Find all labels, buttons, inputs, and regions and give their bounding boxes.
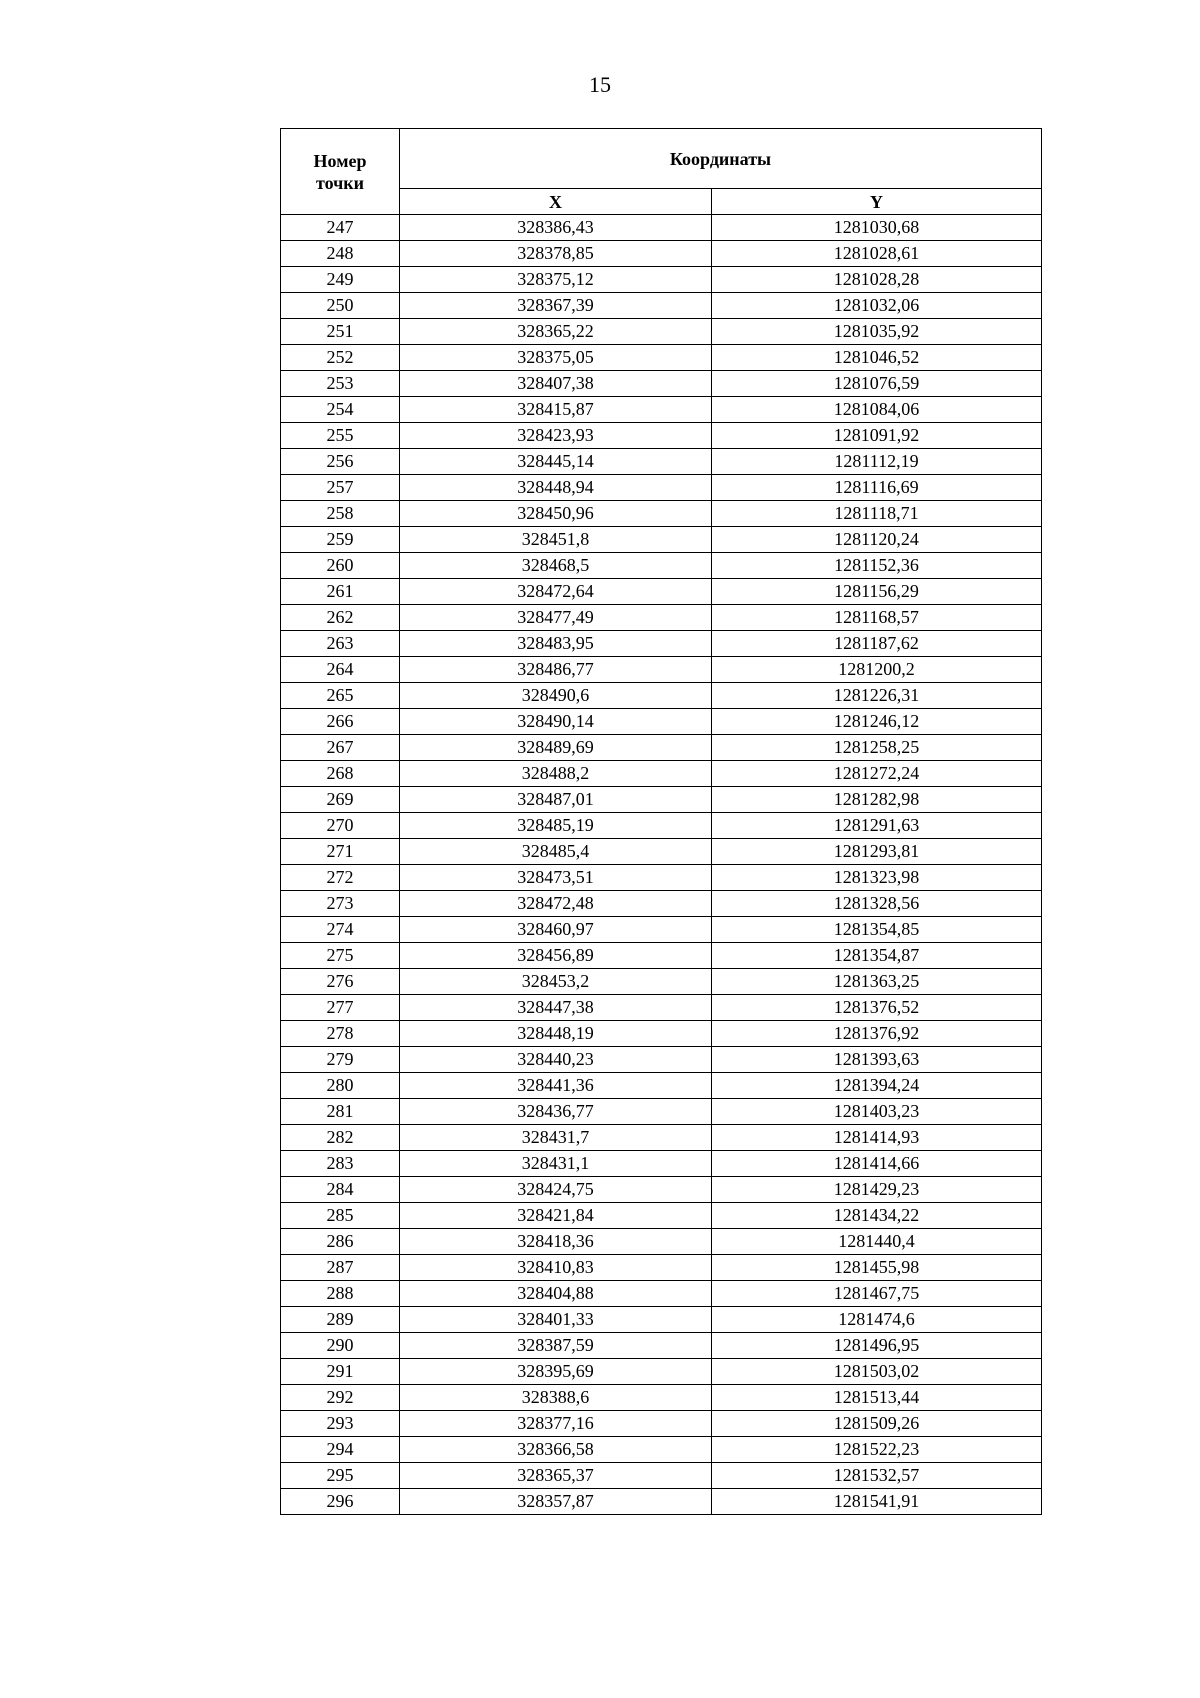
cell-point-number: 252 <box>281 345 400 371</box>
cell-x: 328395,69 <box>400 1359 712 1385</box>
table-row <box>281 397 1042 423</box>
cell-y: 1281414,93 <box>712 1125 1042 1151</box>
table-row <box>281 761 1042 787</box>
cell-point-number: 276 <box>281 969 400 995</box>
cell-y: 1281354,85 <box>712 917 1042 943</box>
table-row <box>281 683 1042 709</box>
table-row <box>281 1229 1042 1255</box>
cell-x: 328451,8 <box>400 527 712 553</box>
cell-y: 1281291,63 <box>712 813 1042 839</box>
table-row <box>281 1203 1042 1229</box>
table-row <box>281 1099 1042 1125</box>
cell-point-number: 281 <box>281 1099 400 1125</box>
cell-point-number: 256 <box>281 449 400 475</box>
header-point-number: Номер точки <box>281 129 400 215</box>
cell-y: 1281455,98 <box>712 1255 1042 1281</box>
cell-x: 328487,01 <box>400 787 712 813</box>
cell-point-number: 282 <box>281 1125 400 1151</box>
cell-x: 328445,14 <box>400 449 712 475</box>
cell-x: 328401,33 <box>400 1307 712 1333</box>
cell-point-number: 278 <box>281 1021 400 1047</box>
cell-point-number: 262 <box>281 605 400 631</box>
cell-y: 1281152,36 <box>712 553 1042 579</box>
cell-y: 1281168,57 <box>712 605 1042 631</box>
cell-y: 1281393,63 <box>712 1047 1042 1073</box>
cell-x: 328421,84 <box>400 1203 712 1229</box>
cell-y: 1281030,68 <box>712 215 1042 241</box>
cell-y: 1281282,98 <box>712 787 1042 813</box>
cell-y: 1281376,92 <box>712 1021 1042 1047</box>
table-row <box>281 839 1042 865</box>
table-row <box>281 631 1042 657</box>
cell-x: 328424,75 <box>400 1177 712 1203</box>
cell-y: 1281414,66 <box>712 1151 1042 1177</box>
cell-y: 1281403,23 <box>712 1099 1042 1125</box>
cell-point-number: 249 <box>281 267 400 293</box>
cell-x: 328477,49 <box>400 605 712 631</box>
cell-y: 1281118,71 <box>712 501 1042 527</box>
table-row <box>281 553 1042 579</box>
cell-x: 328431,1 <box>400 1151 712 1177</box>
cell-x: 328407,38 <box>400 371 712 397</box>
cell-x: 328365,37 <box>400 1463 712 1489</box>
cell-x: 328483,95 <box>400 631 712 657</box>
cell-x: 328453,2 <box>400 969 712 995</box>
cell-point-number: 274 <box>281 917 400 943</box>
cell-x: 328448,19 <box>400 1021 712 1047</box>
cell-point-number: 291 <box>281 1359 400 1385</box>
cell-y: 1281503,02 <box>712 1359 1042 1385</box>
cell-x: 328388,6 <box>400 1385 712 1411</box>
cell-x: 328366,58 <box>400 1437 712 1463</box>
cell-point-number: 289 <box>281 1307 400 1333</box>
table-row <box>281 1437 1042 1463</box>
cell-y: 1281522,23 <box>712 1437 1042 1463</box>
cell-point-number: 285 <box>281 1203 400 1229</box>
cell-point-number: 247 <box>281 215 400 241</box>
cell-point-number: 277 <box>281 995 400 1021</box>
cell-y: 1281156,29 <box>712 579 1042 605</box>
cell-x: 328490,14 <box>400 709 712 735</box>
cell-point-number: 253 <box>281 371 400 397</box>
table-row <box>281 345 1042 371</box>
cell-point-number: 290 <box>281 1333 400 1359</box>
table-row <box>281 709 1042 735</box>
cell-point-number: 279 <box>281 1047 400 1073</box>
cell-x: 328488,2 <box>400 761 712 787</box>
cell-x: 328415,87 <box>400 397 712 423</box>
cell-point-number: 265 <box>281 683 400 709</box>
cell-x: 328485,4 <box>400 839 712 865</box>
cell-y: 1281046,52 <box>712 345 1042 371</box>
cell-y: 1281532,57 <box>712 1463 1042 1489</box>
table-row <box>281 293 1042 319</box>
cell-point-number: 260 <box>281 553 400 579</box>
cell-point-number: 283 <box>281 1151 400 1177</box>
table-row <box>281 995 1042 1021</box>
cell-x: 328450,96 <box>400 501 712 527</box>
cell-x: 328365,22 <box>400 319 712 345</box>
table-row <box>281 1281 1042 1307</box>
table-row <box>281 735 1042 761</box>
cell-point-number: 273 <box>281 891 400 917</box>
table-row <box>281 1489 1042 1515</box>
cell-y: 1281496,95 <box>712 1333 1042 1359</box>
cell-point-number: 288 <box>281 1281 400 1307</box>
cell-point-number: 251 <box>281 319 400 345</box>
cell-x: 328378,85 <box>400 241 712 267</box>
cell-y: 1281028,28 <box>712 267 1042 293</box>
cell-y: 1281376,52 <box>712 995 1042 1021</box>
coordinates-table <box>280 128 1042 1515</box>
cell-y: 1281394,24 <box>712 1073 1042 1099</box>
table-row <box>281 891 1042 917</box>
cell-point-number: 259 <box>281 527 400 553</box>
table-row <box>281 527 1042 553</box>
cell-y: 1281323,98 <box>712 865 1042 891</box>
table-row <box>281 579 1042 605</box>
table-row <box>281 423 1042 449</box>
cell-point-number: 287 <box>281 1255 400 1281</box>
cell-y: 1281328,56 <box>712 891 1042 917</box>
table-row <box>281 1151 1042 1177</box>
cell-y: 1281440,4 <box>712 1229 1042 1255</box>
table-row <box>281 943 1042 969</box>
cell-y: 1281076,59 <box>712 371 1042 397</box>
table-row <box>281 657 1042 683</box>
cell-x: 328440,23 <box>400 1047 712 1073</box>
cell-point-number: 270 <box>281 813 400 839</box>
cell-x: 328460,97 <box>400 917 712 943</box>
table-row <box>281 1021 1042 1047</box>
cell-point-number: 293 <box>281 1411 400 1437</box>
cell-x: 328418,36 <box>400 1229 712 1255</box>
table-row <box>281 475 1042 501</box>
table-row <box>281 1177 1042 1203</box>
table-row <box>281 215 1042 241</box>
table-row <box>281 371 1042 397</box>
table-row <box>281 1463 1042 1489</box>
table-header <box>281 129 1042 215</box>
table-row <box>281 1385 1042 1411</box>
table-row <box>281 319 1042 345</box>
cell-point-number: 280 <box>281 1073 400 1099</box>
cell-point-number: 248 <box>281 241 400 267</box>
cell-x: 328468,5 <box>400 553 712 579</box>
cell-y: 1281429,23 <box>712 1177 1042 1203</box>
cell-x: 328485,19 <box>400 813 712 839</box>
cell-y: 1281272,24 <box>712 761 1042 787</box>
cell-x: 328490,6 <box>400 683 712 709</box>
cell-y: 1281120,24 <box>712 527 1042 553</box>
cell-x: 328472,48 <box>400 891 712 917</box>
cell-point-number: 257 <box>281 475 400 501</box>
cell-x: 328431,7 <box>400 1125 712 1151</box>
cell-y: 1281354,87 <box>712 943 1042 969</box>
cell-x: 328472,64 <box>400 579 712 605</box>
cell-y: 1281541,91 <box>712 1489 1042 1515</box>
cell-point-number: 267 <box>281 735 400 761</box>
cell-y: 1281363,25 <box>712 969 1042 995</box>
cell-x: 328375,12 <box>400 267 712 293</box>
cell-x: 328404,88 <box>400 1281 712 1307</box>
cell-point-number: 275 <box>281 943 400 969</box>
cell-point-number: 258 <box>281 501 400 527</box>
header-coordinates: Координаты <box>400 129 1042 189</box>
cell-y: 1281226,31 <box>712 683 1042 709</box>
header-x: X <box>400 189 712 215</box>
cell-x: 328448,94 <box>400 475 712 501</box>
cell-point-number: 261 <box>281 579 400 605</box>
table-row <box>281 865 1042 891</box>
table-row <box>281 449 1042 475</box>
cell-y: 1281246,12 <box>712 709 1042 735</box>
table-row <box>281 1073 1042 1099</box>
cell-y: 1281474,6 <box>712 1307 1042 1333</box>
cell-point-number: 296 <box>281 1489 400 1515</box>
table-row <box>281 241 1042 267</box>
cell-x: 328441,36 <box>400 1073 712 1099</box>
cell-y: 1281467,75 <box>712 1281 1042 1307</box>
cell-y: 1281200,2 <box>712 657 1042 683</box>
cell-y: 1281032,06 <box>712 293 1042 319</box>
cell-point-number: 254 <box>281 397 400 423</box>
table-row <box>281 969 1042 995</box>
table-row <box>281 1333 1042 1359</box>
cell-point-number: 250 <box>281 293 400 319</box>
cell-y: 1281028,61 <box>712 241 1042 267</box>
cell-point-number: 271 <box>281 839 400 865</box>
cell-x: 328489,69 <box>400 735 712 761</box>
table-row <box>281 813 1042 839</box>
cell-point-number: 294 <box>281 1437 400 1463</box>
table-row <box>281 1411 1042 1437</box>
cell-point-number: 292 <box>281 1385 400 1411</box>
table-row <box>281 1307 1042 1333</box>
cell-x: 328473,51 <box>400 865 712 891</box>
cell-point-number: 264 <box>281 657 400 683</box>
cell-y: 1281434,22 <box>712 1203 1042 1229</box>
cell-y: 1281513,44 <box>712 1385 1042 1411</box>
cell-point-number: 269 <box>281 787 400 813</box>
cell-point-number: 295 <box>281 1463 400 1489</box>
cell-point-number: 268 <box>281 761 400 787</box>
cell-point-number: 255 <box>281 423 400 449</box>
cell-x: 328377,16 <box>400 1411 712 1437</box>
table-row <box>281 1359 1042 1385</box>
table-body <box>281 215 1042 1515</box>
table-row <box>281 267 1042 293</box>
cell-x: 328447,38 <box>400 995 712 1021</box>
cell-x: 328436,77 <box>400 1099 712 1125</box>
table-row <box>281 917 1042 943</box>
cell-point-number: 272 <box>281 865 400 891</box>
cell-x: 328486,77 <box>400 657 712 683</box>
table-row <box>281 787 1042 813</box>
cell-x: 328423,93 <box>400 423 712 449</box>
table-row <box>281 1125 1042 1151</box>
page-number: 15 <box>589 72 611 97</box>
cell-y: 1281091,92 <box>712 423 1042 449</box>
cell-y: 1281112,19 <box>712 449 1042 475</box>
cell-x: 328375,05 <box>400 345 712 371</box>
cell-y: 1281035,92 <box>712 319 1042 345</box>
table-row <box>281 501 1042 527</box>
cell-point-number: 286 <box>281 1229 400 1255</box>
cell-x: 328386,43 <box>400 215 712 241</box>
cell-y: 1281258,25 <box>712 735 1042 761</box>
cell-y: 1281187,62 <box>712 631 1042 657</box>
cell-y: 1281084,06 <box>712 397 1042 423</box>
cell-x: 328357,87 <box>400 1489 712 1515</box>
header-y: Y <box>712 189 1042 215</box>
cell-point-number: 284 <box>281 1177 400 1203</box>
cell-y: 1281116,69 <box>712 475 1042 501</box>
cell-point-number: 266 <box>281 709 400 735</box>
cell-y: 1281293,81 <box>712 839 1042 865</box>
cell-x: 328456,89 <box>400 943 712 969</box>
table-row <box>281 605 1042 631</box>
table-row <box>281 1047 1042 1073</box>
cell-y: 1281509,26 <box>712 1411 1042 1437</box>
cell-point-number: 263 <box>281 631 400 657</box>
cell-x: 328367,39 <box>400 293 712 319</box>
cell-x: 328410,83 <box>400 1255 712 1281</box>
table-row <box>281 1255 1042 1281</box>
cell-x: 328387,59 <box>400 1333 712 1359</box>
